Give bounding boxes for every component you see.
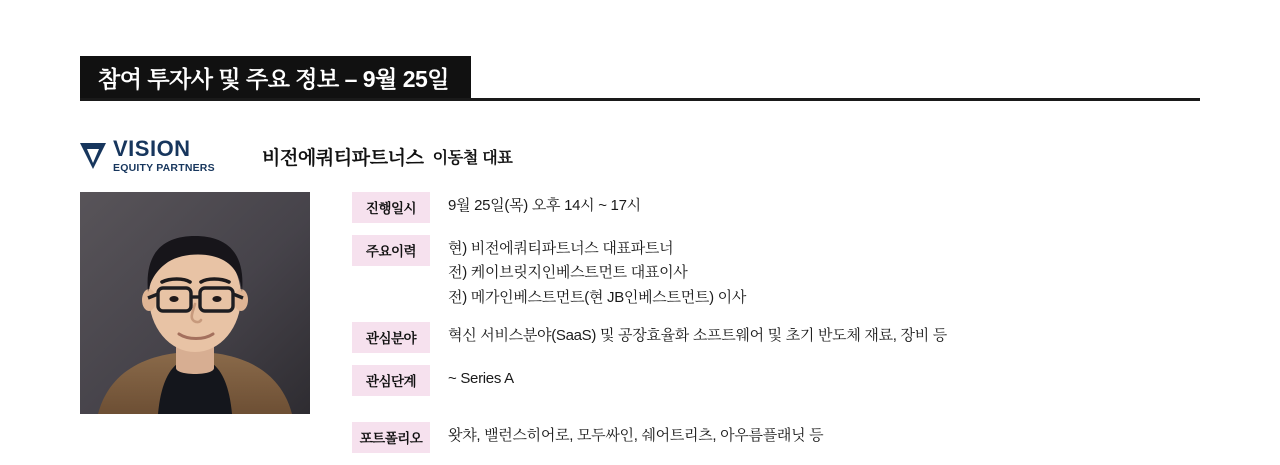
representative-photo	[80, 192, 310, 414]
info-value	[448, 422, 823, 448]
info-value-line: 혁신 서비스분야(SaaS) 및 공장효율화 소프트웨어 및 초기 반도체 재료, 장비 등	[448, 326, 947, 344]
logo-title: VISION	[113, 136, 191, 162]
info-value	[448, 322, 947, 348]
page-title: 참여 투자사 및 주요 정보 – 9월 25일	[80, 56, 471, 98]
info-label: 관심분야	[352, 322, 430, 353]
info-value-line: 전) 메가인베스트먼트(현 JB인베스트먼트) 이사	[448, 288, 747, 306]
logo-subtitle: EQUITY PARTNERS	[113, 162, 215, 175]
info-row	[352, 235, 1212, 310]
page-header	[0, 56, 1280, 100]
info-label: 주요이력	[352, 235, 430, 266]
info-value	[448, 365, 514, 391]
info-label: 관심단계	[352, 365, 430, 396]
firm-representative: 이동철 대표	[432, 149, 513, 167]
firm-name: 비전에쿼티파트너스	[262, 147, 424, 169]
info-value-line: 현) 비전에쿼티파트너스 대표파트너	[448, 240, 674, 257]
info-label: 포트폴리오	[352, 422, 430, 453]
info-value-line: 9월 25일(목) 오후 14시 ~ 17시	[448, 197, 641, 214]
info-row	[352, 192, 1212, 223]
info-row	[352, 365, 1212, 396]
firm-header-row	[80, 130, 513, 182]
info-table	[352, 192, 1212, 465]
vision-equity-partners-logo	[80, 133, 226, 179]
triangle-logo-icon	[80, 141, 106, 171]
row-spacer	[352, 408, 1212, 422]
info-value	[448, 192, 641, 218]
info-value-line: 전) 케이브릿지인베스트먼트 대표이사	[448, 264, 688, 282]
header-divider	[80, 98, 1200, 101]
info-value-line: ~ Series A	[448, 369, 514, 387]
info-value	[448, 235, 746, 310]
info-row	[352, 422, 1212, 453]
info-value-line: 왓챠, 밸런스히어로, 모두싸인, 쉐어트리츠, 아우름플래닛 등	[448, 426, 824, 444]
info-row	[352, 322, 1212, 353]
logo-wordmark	[113, 138, 215, 174]
info-label: 진행일시	[352, 192, 430, 223]
